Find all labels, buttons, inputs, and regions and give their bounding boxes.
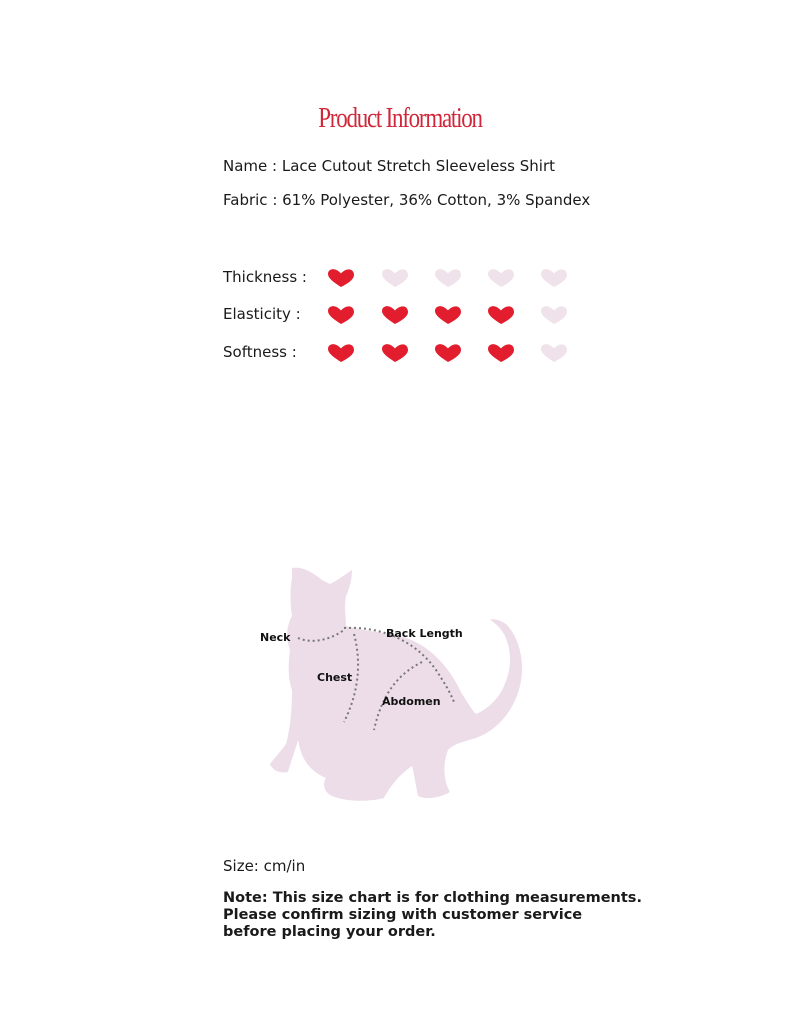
cat-diagram [250,560,540,810]
heart-empty-icon [381,268,409,288]
label-back-length: Back Length [386,627,463,640]
note-line: Please confirm sizing with customer service [223,907,583,923]
label-abdomen: Abdomen [382,695,441,708]
heart-filled-icon [381,343,409,363]
label-neck: Neck [260,631,291,644]
note-line: Note: This size chart is for clothing measurements. [223,890,642,906]
product-name: Name : Lace Cutout Stretch Sleeveless Shirt [223,157,555,175]
heart-empty-icon [540,343,568,363]
heart-filled-icon [434,305,462,325]
heart-empty-icon [487,268,515,288]
rating-label: Thickness : [223,268,307,286]
page-title: Product Information [318,103,482,134]
heart-filled-icon [327,268,355,288]
rating-elasticity [223,303,583,327]
heart-filled-icon [327,343,355,363]
heart-filled-icon [487,305,515,325]
rating-label: Softness : [223,343,297,361]
measurement-diagram [250,560,540,810]
cat-silhouette [270,568,522,801]
size-unit: Size: cm/in [223,857,306,875]
heart-empty-icon [540,305,568,325]
product-fabric: Fabric : 61% Polyester, 36% Cotton, 3% Spandex [223,191,591,209]
rating-softness [223,341,583,365]
label-chest: Chest [317,671,353,684]
heart-filled-icon [434,343,462,363]
rating-thickness [223,266,583,290]
heart-filled-icon [487,343,515,363]
heart-filled-icon [381,305,409,325]
heart-filled-icon [327,305,355,325]
heart-empty-icon [540,268,568,288]
heart-empty-icon [434,268,462,288]
size-note [223,890,663,941]
rating-label: Elasticity : [223,305,301,323]
note-line: before placing your order. [223,924,436,940]
